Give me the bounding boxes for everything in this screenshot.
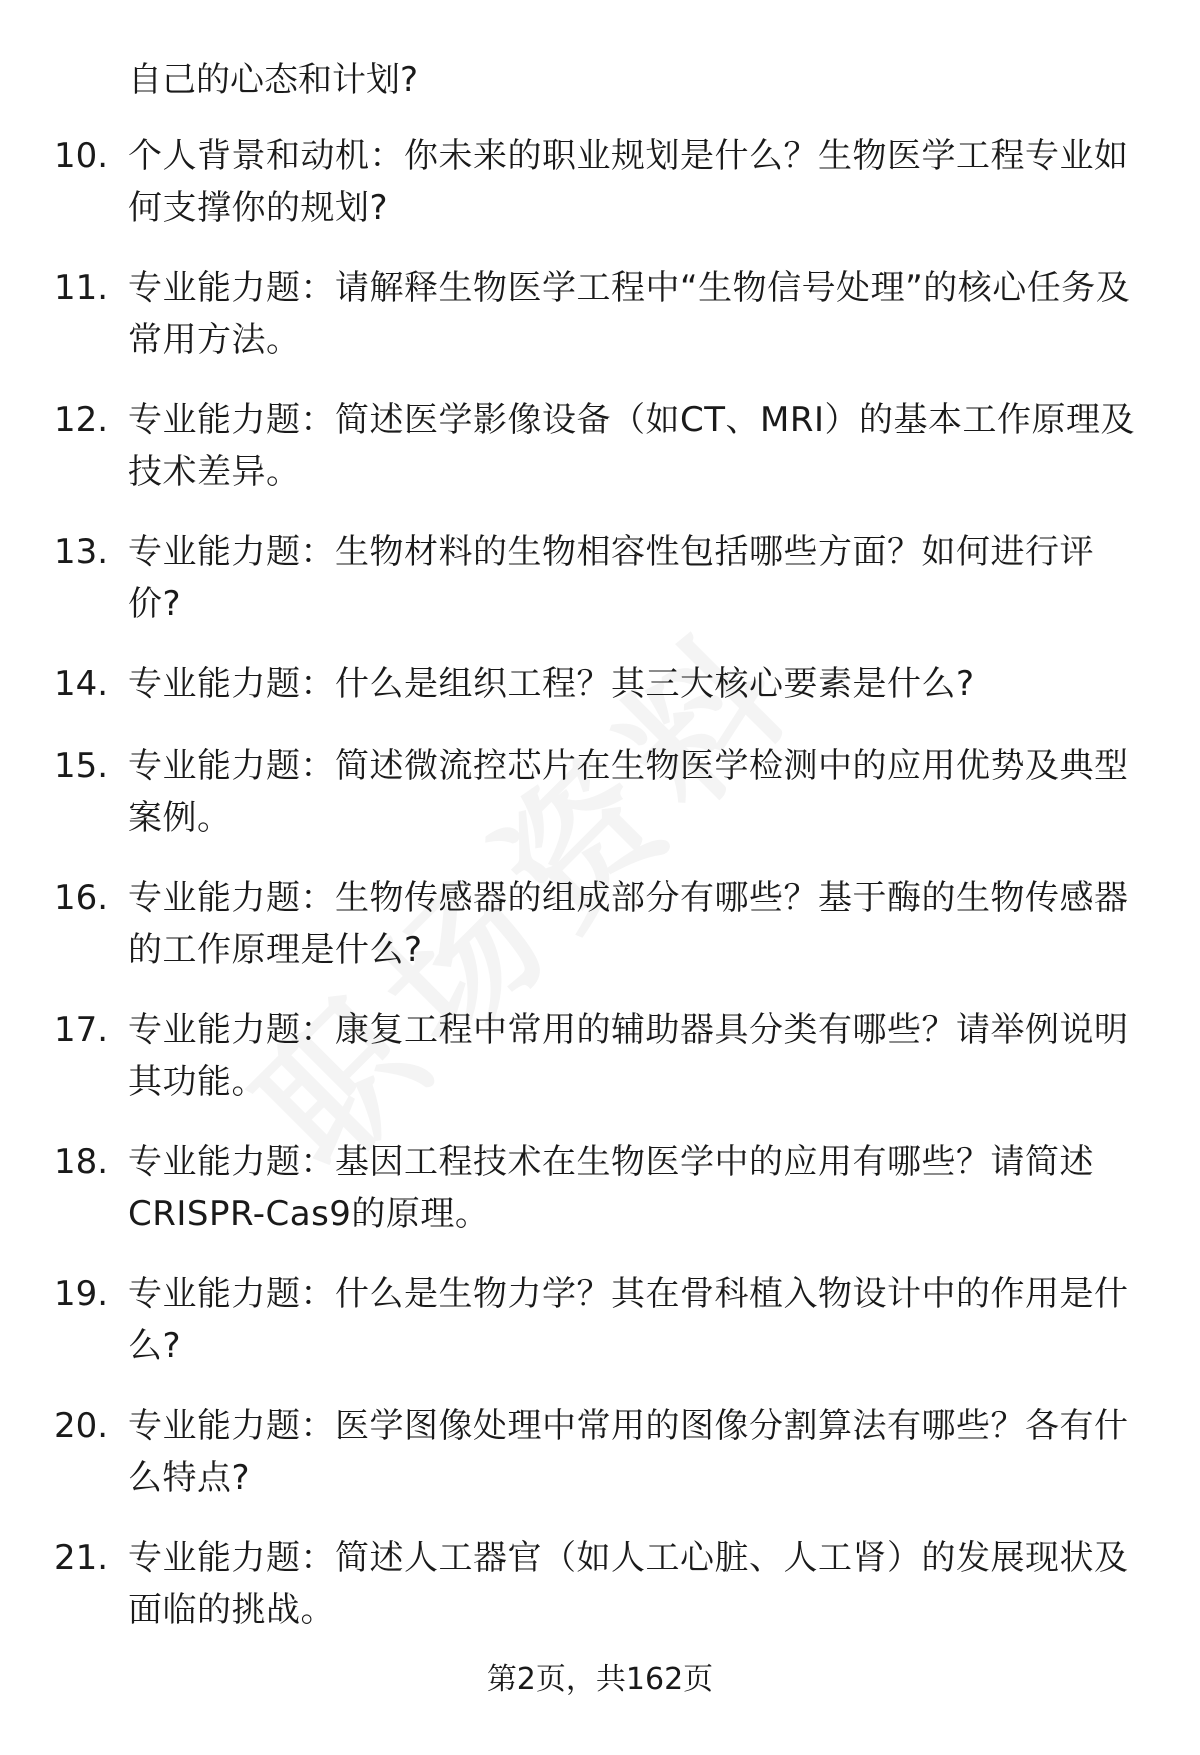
question-number: 13. <box>54 532 109 572</box>
question-number: 11. <box>54 268 109 308</box>
question-text: 专业能力题：简述人工器官（如人工心脏、人工肾）的发展现状及面临的挑战。 <box>128 1538 1129 1630</box>
question-number: 18. <box>54 1142 109 1182</box>
question-text: 专业能力题：生物材料的生物相容性包括哪些方面？如何进行评价? <box>128 532 1094 624</box>
question-text: 专业能力题：简述微流控芯片在生物医学检测中的应用优势及典型案例。 <box>128 746 1129 838</box>
question-text: 专业能力题：什么是生物力学？其在骨科植入物设计中的作用是什么? <box>128 1274 1129 1366</box>
question-number: 19. <box>54 1274 109 1314</box>
question-number: 17. <box>54 1010 109 1050</box>
question-number: 12. <box>54 400 109 440</box>
question-number: 15. <box>54 746 109 786</box>
question-text: 专业能力题：医学图像处理中常用的图像分割算法有哪些？各有什么特点? <box>128 1406 1129 1498</box>
question-number: 14. <box>54 664 109 704</box>
question-number: 10. <box>54 136 109 176</box>
question-number: 20. <box>54 1406 109 1446</box>
continuation-text: 自己的心态和计划? <box>128 60 419 100</box>
question-text: 专业能力题：康复工程中常用的辅助器具分类有哪些？请举例说明其功能。 <box>128 1010 1129 1102</box>
question-text: 个人背景和动机：你未来的职业规划是什么？生物医学工程专业如何支撑你的规划? <box>128 136 1129 228</box>
question-text: 专业能力题：请解释生物医学工程中“生物信号处理”的核心任务及常用方法。 <box>128 268 1131 360</box>
question-number: 16. <box>54 878 109 918</box>
question-text: 专业能力题：简述医学影像设备（如CT、MRI）的基本工作原理及技术差异。 <box>128 400 1135 492</box>
question-text: 专业能力题：生物传感器的组成部分有哪些？基于酶的生物传感器的工作原理是什么? <box>128 878 1129 970</box>
question-text: 专业能力题：基因工程技术在生物医学中的应用有哪些？请简述CRISPR-Cas9的原理。 <box>128 1142 1094 1234</box>
page-footer: 第2页，共162页 <box>486 1662 714 1697</box>
question-text: 专业能力题：什么是组织工程？其三大核心要素是什么? <box>128 664 975 704</box>
question-number: 21. <box>54 1538 109 1578</box>
